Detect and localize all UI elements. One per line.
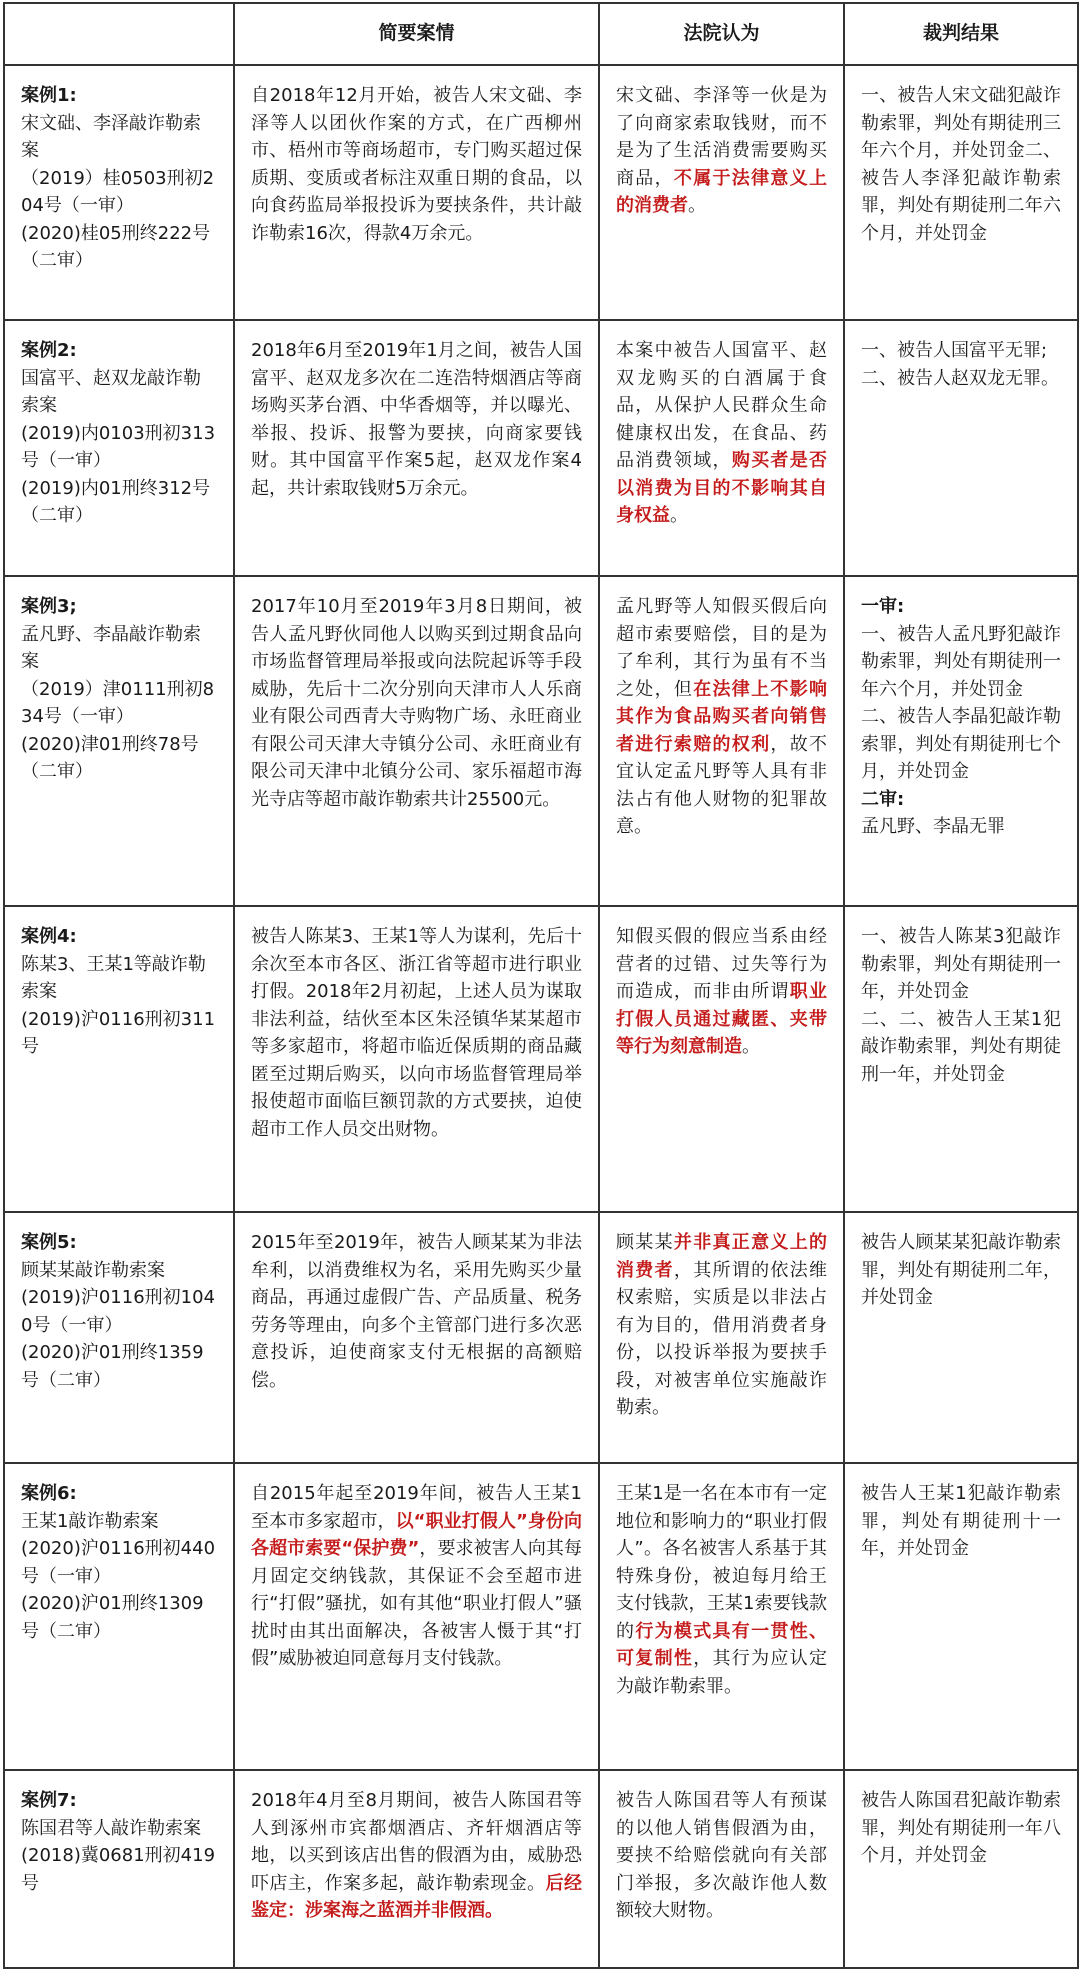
text-segment: 自2018年12月开始，被告人宋文础、李泽等人以团伙作案的方式，在广西柳州市、梧州市等商场超市，专门购买超过保质期、变质或者标注双重日期的食品，以向食药监局举报投诉为要挟条件，共计敲诈勒索16次，得款4万余元。 (251, 85, 582, 244)
case-id-cell (4, 1770, 234, 1968)
highlight-text: 在法律上不影响其作为食品购买者向销售者进行索赔的权利 (616, 678, 828, 755)
case-facts-cell (234, 906, 599, 1212)
case-reference: 顾某某敲诈勒索案 (21, 1259, 165, 1281)
case-label: 案例4: (21, 926, 77, 947)
highlight-text: 行为模式具有一贯性、可复制性 (616, 1620, 828, 1669)
case-row (4, 1463, 1078, 1770)
highlight-text: 购买者是否以消费为目的不影响其自身权益 (616, 450, 828, 526)
text-segment: 一、被告人孟凡野犯敲诈勒索罪，判处有期徒刑一年六个月，并处罚金 (861, 623, 1061, 700)
text-segment: 二、二、被告人王某1犯敲诈勒索罪，判处有期徒刑一年，并处罚金 (861, 1008, 1061, 1085)
case-reference: (2019)内01刑终312号（二审） (21, 477, 211, 526)
case-label: 案例3; (21, 596, 77, 617)
case-reference: (2020)桂05刑终222号（二审） (21, 222, 211, 271)
case-row (4, 1212, 1078, 1463)
case-label: 案例5: (21, 1232, 77, 1253)
highlight-text: 职业打假人员通过藏匿、夹带等行为刻意制造 (616, 981, 828, 1057)
highlight-text: 并非真正意义上的消费者 (616, 1232, 828, 1281)
verdict-cell (844, 1212, 1078, 1463)
case-reference: （2019）津0111刑初834号（一审） (21, 678, 215, 727)
text-segment: 被告人陈国君犯敲诈勒索罪，判处有期徒刑一年八个月，并处罚金 (861, 1790, 1061, 1866)
court-opinion-cell (599, 576, 844, 906)
case-rows (4, 65, 1078, 1968)
highlight-text: 后经鉴定：涉案海之蓝酒并非假酒。 (251, 1872, 583, 1921)
case-id-cell (4, 320, 234, 576)
case-row (4, 906, 1078, 1212)
text-segment: 知假买假的假应当系由经营者的过错、过失等行为而造成，而非由所谓 (616, 926, 827, 1002)
text-segment: 宋文础、李泽等一伙是为了向商家索取钱财，而不是为了生活消费需要购买商品， (616, 85, 827, 189)
case-reference: (2020)沪01刑终1309号（二审） (21, 1593, 204, 1642)
case-reference: (2019)沪0116刑初311号 (21, 1008, 216, 1057)
text-segment: 二、被告人李晶犯敲诈勒索罪，判处有期徒刑七个月，并处罚金 (861, 706, 1061, 782)
text-segment: 被告人陈国君等人有预谋的以他人销售假酒为由，要挟不给赔偿就向有关部门举报，多次敲诈他人数额较大财物。 (616, 1790, 827, 1921)
verdict-cell (844, 1463, 1078, 1770)
case-reference: (2020)沪01刑终1359号（二审） (21, 1342, 204, 1391)
text-segment: 2018年6月至2019年1月之间，被告人国富平、赵双龙多次在二连浩特烟酒店等商场购买茅台酒、中华香烟等，并以曝光、举报、投诉、报警为要挟，向商家要钱财。其中国富平作案5起，赵双龙作案4起，共计索取钱财5万余元。 (251, 340, 582, 499)
case-facts-cell (234, 65, 599, 320)
highlight-text: 不属于法律意义上的消费者 (616, 167, 828, 216)
court-opinion-cell (599, 320, 844, 576)
case-label: 案例1: (21, 85, 77, 106)
verdict-cell (844, 65, 1078, 320)
case-row (4, 576, 1078, 906)
verdict-cell (844, 576, 1078, 906)
text-segment: 。 (742, 1036, 760, 1057)
text-segment: 自2015年起至2019年间，被告人王某1至本市多家超市， (251, 1483, 582, 1532)
verdict-cell (844, 1770, 1078, 1968)
header-verdict: 裁判结果 (844, 3, 1078, 65)
text-segment: 2015年至2019年，被告人顾某某为非法牟利，以消费维权为名，采用先购买少量商品，再通过虚假广告、产品质量、税务劳务等理由，向多个主管部门进行多次恶意投诉，迫使商家支付无根据的高额赔偿。 (251, 1232, 582, 1391)
header-court-opinion: 法院认为 (599, 3, 844, 65)
text-segment: 顾某某 (616, 1232, 674, 1253)
case-facts-cell (234, 320, 599, 576)
verdict-cell (844, 320, 1078, 576)
case-facts-cell (234, 1463, 599, 1770)
text-segment: ，其所谓的依法维权索赔，实质是以非法占有为目的，借用消费者身份，以投诉举报为要挟手段，对被害单位实施敲诈勒索。 (616, 1259, 828, 1418)
text-segment: 2017年10月至2019年3月8日期间，被告人孟凡野伙同他人以购买到过期食品向市场监督管理局举报或向法院起诉等手段威胁，先后十二次分别向天津市人人乐商业有限公司西青大寺购物广场、永旺商业有限公司天津大寺镇分公司、永旺商业有限公司天津中北镇分公司、家乐福超市海光寺店等超市敲诈勒索共计25500元。 (251, 596, 582, 810)
text-segment: 本案中被告人国富平、赵双龙购买的白酒属于食品，从保护人民群众生命健康权出发，在食品、药品消费领域， (616, 340, 827, 471)
case-label: 案例6: (21, 1483, 77, 1504)
header-row (4, 3, 1078, 65)
case-row (4, 1770, 1078, 1968)
text-segment: 二审: (861, 788, 905, 810)
court-opinion-cell (599, 1770, 844, 1968)
text-segment: 一、被告人陈某3犯敲诈勒索罪，判处有期徒刑一年，并处罚金 (861, 926, 1061, 1002)
text-segment: 2018年4月至8月期间，被告人陈国君等人到涿州市宾都烟酒店、齐轩烟酒店等地，以买到该店出售的假酒为由，威胁恐吓店主，作案多起，敲诈勒索现金。 (251, 1790, 582, 1894)
case-reference: 宋文础、李泽敲诈勒索案 (21, 112, 201, 161)
case-id-cell (4, 1212, 234, 1463)
text-segment: ，要求被害人向其每月固定交纳钱款，其保证不会至超市进行“打假”骚扰，如有其他“职业打假人”骚扰时由其出面解决，各被害人慑于其“打假”威胁被迫同意每月支付钱款。 (251, 1538, 582, 1669)
case-reference: (2020)沪0116刑初440号（一审） (21, 1538, 216, 1587)
text-segment: 孟凡野等人知假买假后向超市索要赔偿，目的是为了牟利，其行为虽有不当之处，但 (616, 596, 827, 700)
text-segment: 王某1是一名在本市有一定地位和影响力的“职业打假人”。各名被害人系基于其特殊身份，被迫每月给王支付钱款，王某1索要钱款的 (616, 1483, 827, 1642)
case-reference: 孟凡野、李晶敲诈勒索案 (21, 623, 201, 672)
case-reference: 国富平、赵双龙敲诈勒索案 (21, 367, 201, 416)
court-opinion-cell (599, 1463, 844, 1770)
case-id-cell (4, 65, 234, 320)
court-opinion-cell (599, 1212, 844, 1463)
text-segment: 被告人王某1犯敲诈勒索罪，判处有期徒刑十一年，并处罚金 (861, 1483, 1061, 1559)
highlight-text: 以“职业打假人”身份向各超市索要“保护费” (251, 1510, 582, 1559)
header-facts: 简要案情 (234, 3, 599, 65)
case-facts-cell (234, 1770, 599, 1968)
case-reference: （2019）桂0503刑初204号（一审） (21, 167, 215, 216)
case-facts-cell (234, 1212, 599, 1463)
text-segment: 。 (670, 505, 688, 526)
case-facts-cell (234, 576, 599, 906)
case-reference: (2019)沪0116刑初1040号（一审） (21, 1287, 216, 1336)
text-segment: 二、被告人赵双龙无罪。 (861, 367, 1059, 389)
header-blank (4, 3, 234, 65)
court-opinion-cell (599, 65, 844, 320)
text-segment: 被告人顾某某犯敲诈勒索罪，判处有期徒刑二年，并处罚金 (861, 1232, 1061, 1308)
text-segment: 一、被告人国富平无罪; (861, 340, 1048, 361)
case-id-cell (4, 906, 234, 1212)
verdict-cell (844, 906, 1078, 1212)
text-segment: 。 (688, 195, 706, 216)
case-reference: 陈国君等人敲诈勒索案(2018)冀0681刑初419号 (21, 1817, 216, 1894)
text-segment: ，故不宜认定孟凡野等人具有非法占有他人财物的犯罪故意。 (616, 733, 828, 837)
court-opinion-cell (599, 906, 844, 1212)
case-comparison-table (3, 2, 1079, 1969)
case-label: 案例2: (21, 340, 77, 361)
case-reference: (2019)内0103刑初313号（一审） (21, 422, 216, 471)
case-row (4, 65, 1078, 320)
case-id-cell (4, 1463, 234, 1770)
text-segment: 孟凡野、李晶无罪 (861, 816, 1005, 837)
case-row (4, 320, 1078, 576)
case-label: 案例7: (21, 1790, 77, 1811)
text-segment: 一、被告人宋文础犯敲诈勒索罪，判处有期徒刑三年六个月，并处罚金二、被告人李泽犯敲诈勒索罪，判处有期徒刑二年六个月，并处罚金 (861, 85, 1061, 244)
text-segment: 一审: (861, 596, 905, 617)
case-id-cell (4, 576, 234, 906)
text-segment: ，其行为应认定为敲诈勒索罪。 (616, 1648, 828, 1697)
text-segment: 被告人陈某3、王某1等人为谋利，先后十余次至本市各区、浙江省等超市进行职业打假。2018年2月初起，上述人员为谋取非法利益，结伙至本区朱泾镇华某某超市等多家超市，将超市临近保质期的商品藏匿至过期后购买，以向市场监督管理局举报使超市面临巨额罚款的方式要挟，迫使超市工作人员交出财物。 (251, 926, 582, 1140)
case-reference: 王某1敲诈勒索案 (21, 1510, 159, 1532)
case-reference: 陈某3、王某1等敲诈勒索案 (21, 953, 206, 1002)
case-reference: (2020)津01刑终78号（二审） (21, 733, 199, 782)
